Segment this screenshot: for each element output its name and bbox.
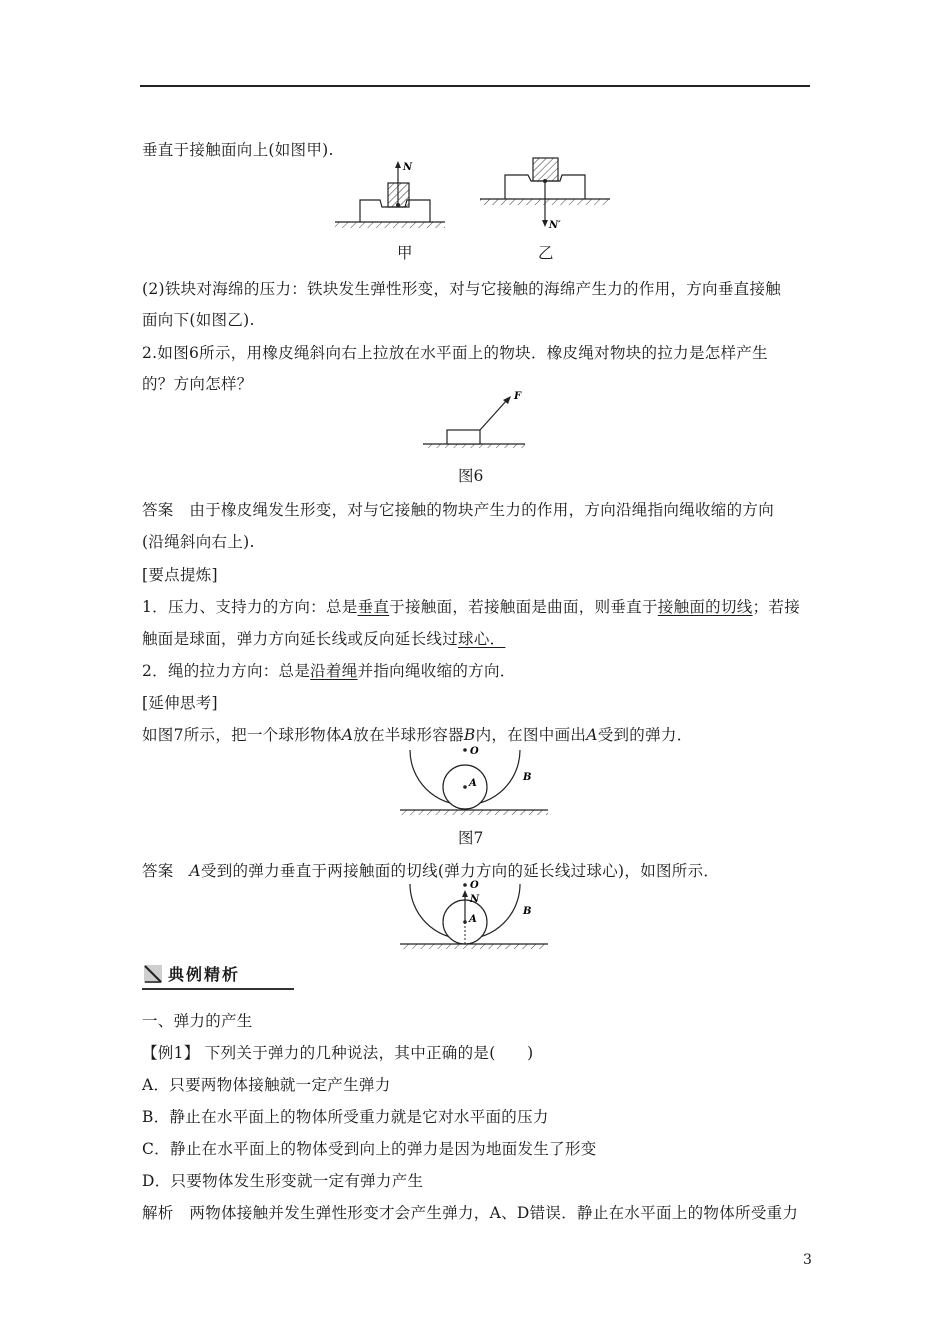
figure-6 [420, 388, 530, 448]
label-O: O [470, 746, 479, 757]
section-title: 典例精析 [168, 965, 241, 984]
figure-jia [335, 161, 445, 228]
label-O: O [470, 880, 479, 891]
label-N-prime: N′ [549, 220, 561, 231]
figure-yi [480, 158, 610, 231]
option-c: C．静止在水平面上的物体受到向上的弹力是因为地面发生了形变 [142, 1140, 597, 1158]
text-line: [延伸思考] [142, 694, 218, 712]
text-line: 答案 由于橡皮绳发生形变，对与它接触的物块产生力的作用，方向沿绳指向绳收缩的方向 [142, 501, 775, 519]
section-header [142, 962, 294, 990]
keypoint-1: 1．压力、支持力的方向：总是垂直于接触面，若接触面是曲面，则垂直于接触面的切线；若接 [142, 598, 800, 616]
label-A: A [469, 778, 477, 789]
text-line: [要点提炼] [142, 566, 218, 584]
page-number: 3 [803, 1252, 812, 1268]
header-rule [140, 85, 810, 87]
text-line: 垂直于接触面向上(如图甲). [142, 141, 334, 159]
text-line: 的？方向怎样？ [142, 375, 253, 393]
label-A: A [469, 914, 477, 925]
figure-7 [398, 742, 550, 817]
section-icon [144, 965, 162, 983]
answer-7: 答案 A受到的弹力垂直于两接触面的切线(弹力方向的延长线过球心)，如图所示． [142, 862, 720, 880]
analysis: 解析 两物体接触并发生弹性形变才会产生弹力，A、D错误．静止在水平面上的物体所受重力 [142, 1204, 799, 1222]
label-F: F [514, 391, 522, 402]
text-line: 面向下(如图乙). [142, 311, 255, 329]
caption-fig7: 图7 [458, 829, 484, 847]
label-N: N [470, 894, 480, 905]
extend-question: 如图7所示，把一个球形物体A放在半球形容器B内，在图中画出A受到的弹力． [142, 726, 693, 744]
subheading: 一、弹力的产生 [142, 1012, 253, 1030]
option-d: D．只要物体发生形变就一定有弹力产生 [142, 1172, 424, 1190]
label-B: B [523, 772, 532, 783]
figure-jia-yi [330, 155, 620, 240]
caption-fig6: 图6 [458, 467, 484, 485]
text-line: (2)铁块对海绵的压力：铁块发生弹性形变，对与它接触的海绵产生力的作用，方向垂直接触 [142, 280, 782, 298]
figure-7-answer [398, 878, 550, 953]
keypoint-1-cont: 触面是球面，弹力方向延长线或反向延长线过球心． [142, 630, 506, 648]
option-b: B．静止在水平面上的物体所受重力就是它对水平面的压力 [142, 1108, 549, 1126]
caption-yi: 乙 [538, 244, 554, 262]
text-line: 2.如图6所示，用橡皮绳斜向右上拉放在水平面上的物块．橡皮绳对物块的拉力是怎样产生 [142, 344, 768, 362]
label-B: B [523, 906, 532, 917]
caption-jia: 甲 [397, 244, 413, 262]
text-line: (沿绳斜向右上). [142, 533, 255, 551]
example-question: 【例1】 下列关于弹力的几种说法，其中正确的是( ) [142, 1044, 534, 1062]
label-N: N [403, 162, 413, 173]
option-a: A．只要两物体接触就一定产生弹力 [142, 1076, 391, 1094]
keypoint-2: 2．绳的拉力方向：总是沿着绳并指向绳收缩的方向． [142, 662, 516, 680]
